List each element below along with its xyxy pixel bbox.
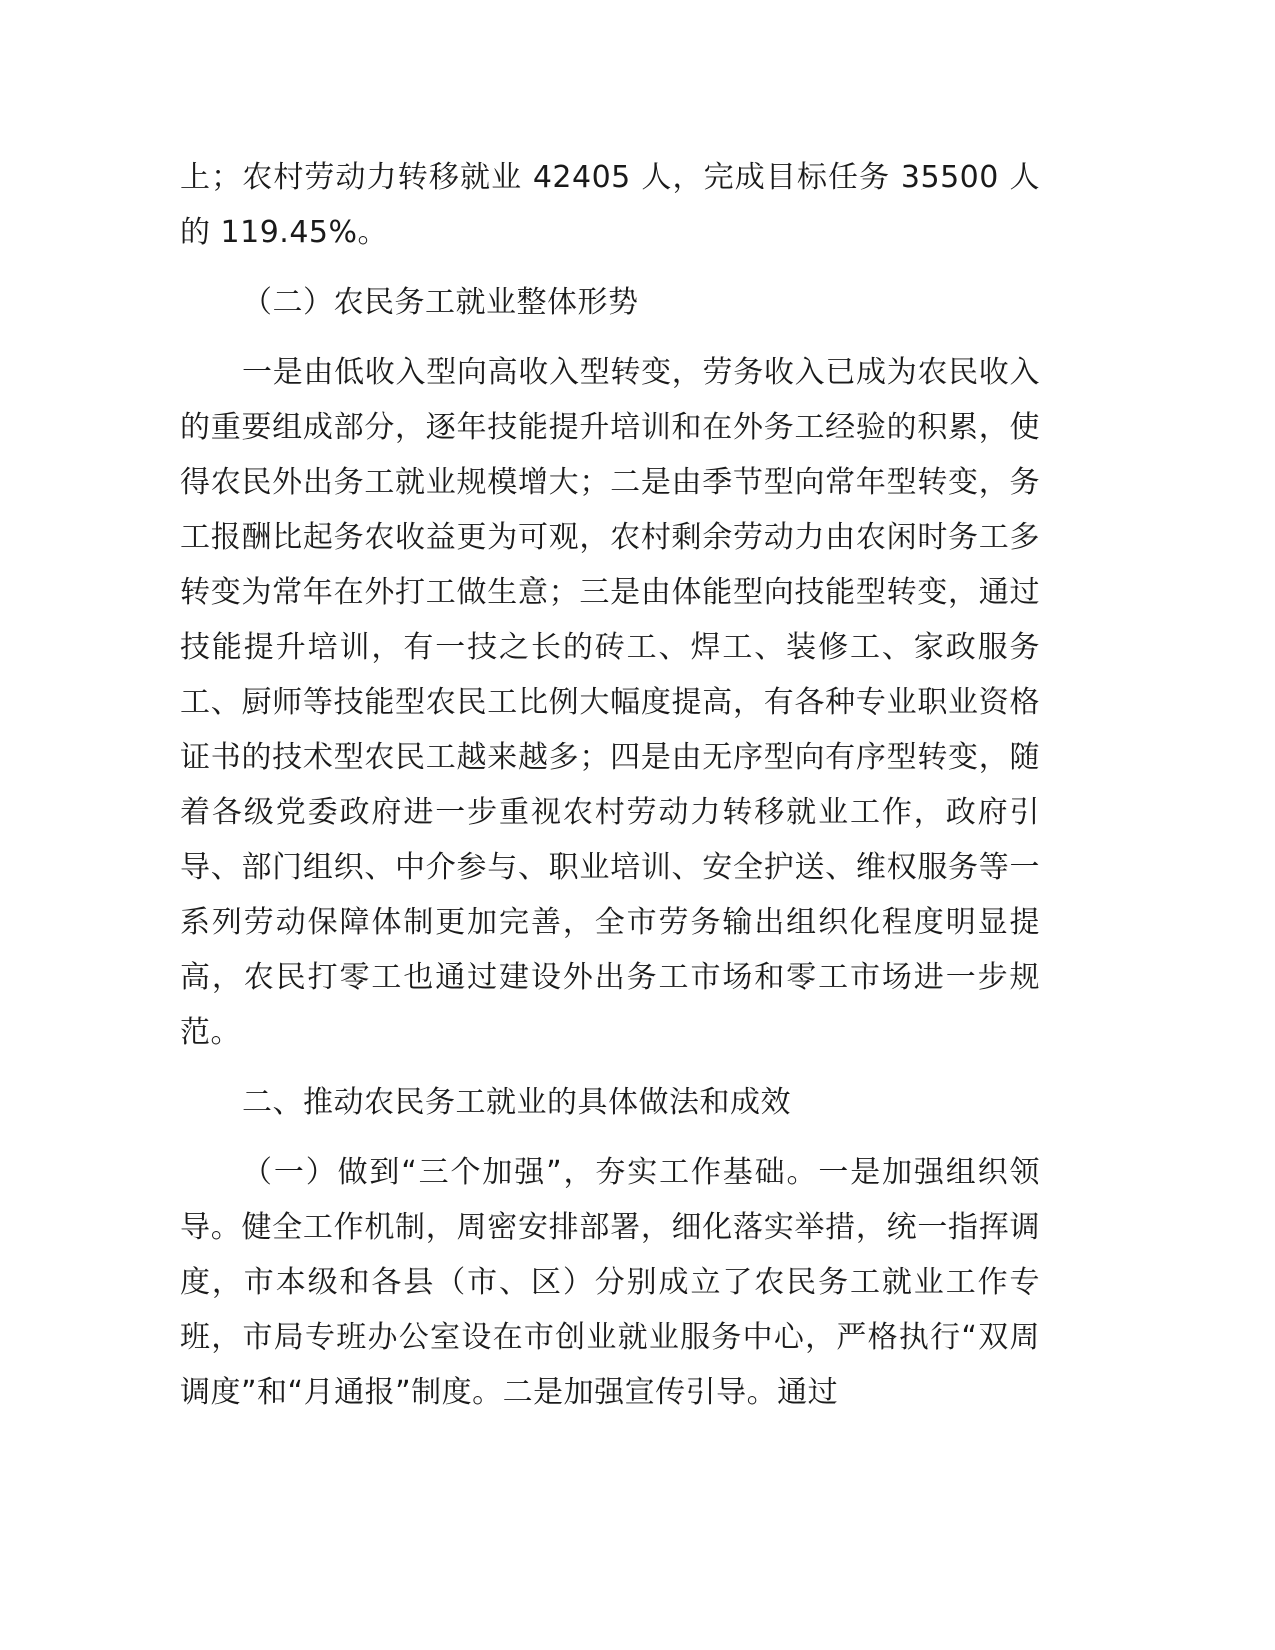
paragraph-situation-details: 一是由低收入型向高收入型转变，劳务收入已成为农民收入的重要组成部分，逐年技能提升培训和在外务工经验的积累，使得农民外出务工就业规模增大；二是由季节型向常年型转变，务工报酬比起务农收益更为可观，农村剩余劳动力由农闲时务工多转变为常年在外打工做生意；三是由体能型向技能型转变，通过技能提升培训，有一技之长的砖工、焊工、装修工、家政服务工、厨师等技能型农民工比例大幅度提高，有各种专业职业资格证书的技术型农民工越来越多；四是由无序型向有序型转变，随着各级党委政府进一步重视农村劳动力转移就业工作，政府引导、部门组织、中介参与、职业培训、安全护送、维权服务等一系列劳动保障体制更加完善，全市劳务输出组织化程度明显提高，农民打零工也通过建设外出务工市场和零工市场进一步规范。 — [180, 355, 1040, 1050]
document-body — [180, 150, 1040, 1435]
section-heading-measures-results: 二、推动农民务工就业的具体做法和成效 — [242, 1085, 791, 1120]
paragraph-continuation: 上；农村劳动力转移就业 42405 人，完成目标任务 35500 人的 119.45%。 — [180, 160, 1040, 250]
section-heading-overall-situation: （二）农民务工就业整体形势 — [242, 285, 639, 320]
paragraph-three-strengthenings: （一）做到“三个加强”，夯实工作基础。一是加强组织领导。健全工作机制，周密安排部署，细化落实举措，统一指挥调度，市本级和各县（市、区）分别成立了农民务工就业工作专班，市局专班办公室设在市创业就业服务中心，严格执行“双周调度”和“月通报”制度。二是加强宣传引导。通过 — [180, 1155, 1040, 1410]
